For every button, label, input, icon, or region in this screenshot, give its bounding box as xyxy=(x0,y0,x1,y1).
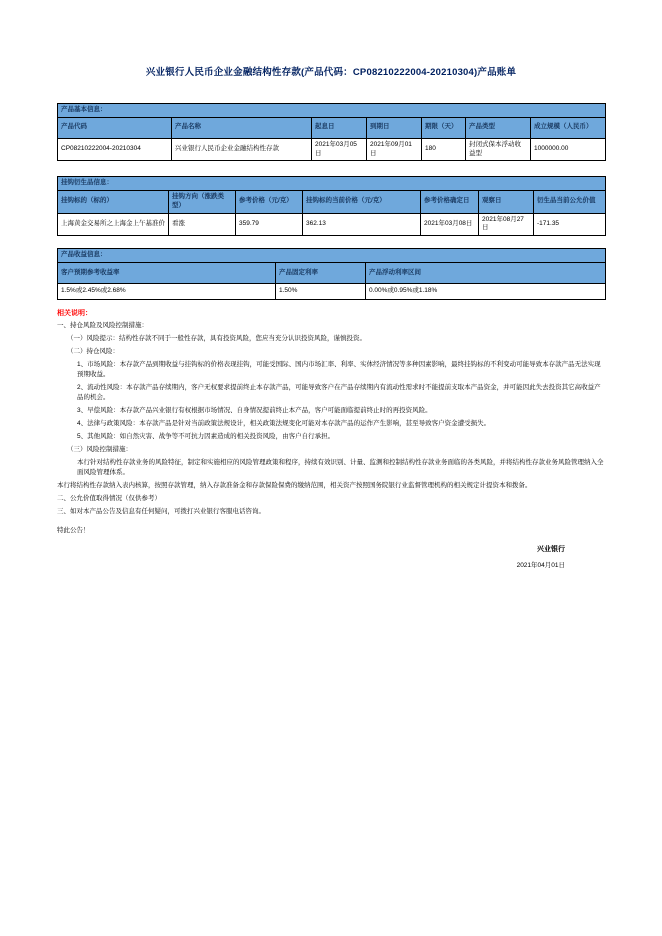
col-header-value-date: 起息日 xyxy=(312,117,367,138)
cell-observation-date: 2021年08月27日 xyxy=(479,213,534,236)
note-line: 1、市场风险：本存款产品到期收益与挂钩标的价格表现挂钩，可能受国际、国内市场汇率、利率、实体经济情况等多种因素影响，最终挂钩标的不利变动可能导致本存款产品无法实现预期收益。 xyxy=(77,360,601,378)
note-line: 二、公允价值取得情况（仅供参考） xyxy=(57,494,161,502)
note-line: 本行针对结构性存款业务的风险特征，制定和实施相应的风险管理政策和程序，持续有效识别、计量、监测和控制结构性存款业务面临的各类风险，并将结构性存款业务风险管理纳入全面风险管理体系。 xyxy=(77,458,604,476)
col-header-term-days: 期限（天） xyxy=(422,117,466,138)
note-line: 本行将结构性存款纳入表内核算，按照存款管理，纳入存款准备金和存款保险保费的缴纳范围，相关资产按照国务院银行业监督管理机构的相关规定计提资本和拨备。 xyxy=(57,481,532,489)
col-header-scale: 成立规模（人民币） xyxy=(531,117,606,138)
col-header-current-price: 挂钩标的当前价格（元/克） xyxy=(303,191,421,214)
cell-current-price: 362.13 xyxy=(303,213,421,236)
cell-fair-value: -171.35 xyxy=(534,213,606,236)
cell-floating-rate-range: 0.00%或0.95%或1.18% xyxy=(366,283,606,299)
note-line: 一、持仓风险及风险控制措施： xyxy=(57,321,148,329)
col-header-direction: 挂钩方向（涨跌类型） xyxy=(169,191,236,214)
col-header-fair-value: 衍生品当前公允价值 xyxy=(534,191,606,214)
signature-block xyxy=(57,544,605,569)
note-line: 4、法律与政策风险：本存款产品是针对当前政策法规设计，相关政策法规变化可能对本存款产品的运作产生影响，甚至导致客户资金遭受损失。 xyxy=(77,419,491,427)
col-header-reference-date: 参考价格确定日 xyxy=(421,191,479,214)
announcement-date: 2021年04月01日 xyxy=(516,561,565,569)
col-header-product-name: 产品名称 xyxy=(172,117,312,138)
derivative-info-table xyxy=(57,176,606,236)
col-header-product-type: 产品类型 xyxy=(466,117,531,138)
note-line: （二）持仓风险： xyxy=(67,347,119,355)
page-title: 兴业银行人民币企业金融结构性存款(产品代码：CP08210222004-20210304)产品账单 xyxy=(145,67,517,78)
cell-product-type: 封闭式保本浮动收益型 xyxy=(466,138,531,161)
note-line: （一）风险提示：结构性存款不同于一般性存款，具有投资风险，您应当充分认识投资风险，谨慎投资。 xyxy=(67,334,366,342)
income-info-table xyxy=(57,248,606,300)
cell-direction: 看涨 xyxy=(169,213,236,236)
col-header-reference-price: 参考价格（元/克） xyxy=(236,191,303,214)
col-header-fixed-rate: 产品固定利率 xyxy=(276,262,366,283)
cell-fixed-rate: 1.50% xyxy=(276,283,366,299)
basic-info-table xyxy=(57,103,606,161)
cell-reference-date: 2021年03月08日 xyxy=(421,213,479,236)
cell-underlying: 上海黄金交易所之上海金上午基准价 xyxy=(58,213,169,236)
income-info-section-title: 产品收益信息： xyxy=(58,249,606,263)
col-header-maturity-date: 到期日 xyxy=(367,117,422,138)
basic-info-data-row xyxy=(58,138,606,161)
document-content xyxy=(57,0,605,569)
cell-product-name: 兴业银行人民币企业金融结构性存款 xyxy=(172,138,312,161)
notes-label: 相关说明： xyxy=(57,309,92,317)
note-line: （三）风险控制措施： xyxy=(67,445,132,453)
cell-scale: 1000000.00 xyxy=(531,138,606,161)
basic-info-header-row xyxy=(58,117,606,138)
derivative-info-data-row xyxy=(58,213,606,236)
cell-product-code: CP08210222004-20210304 xyxy=(58,138,172,161)
income-info-header-row xyxy=(58,262,606,283)
note-line: 2、流动性风险：本存款产品存续期内，客户无权要求提前终止本存款产品，可能导致客户在产品存续期内有流动性需求时不能提前支取本产品资金，并可能因此失去投资其它高收益产品的机会。 xyxy=(77,383,601,401)
col-header-observation-date: 观察日 xyxy=(479,191,534,214)
basic-info-section-title: 产品基本信息： xyxy=(58,104,606,118)
cell-value-date: 2021年03月05日 xyxy=(312,138,367,161)
closing-statement: 特此公告！ xyxy=(57,526,90,534)
derivative-info-header-row xyxy=(58,191,606,214)
cell-term-days: 180 xyxy=(422,138,466,161)
col-header-product-code: 产品代码 xyxy=(58,117,172,138)
cell-expected-yield: 1.5%或2.45%或2.68% xyxy=(58,283,276,299)
notes-section xyxy=(57,308,605,517)
bank-name: 兴业银行 xyxy=(537,545,565,553)
cell-reference-price: 359.79 xyxy=(236,213,303,236)
basic-info-section-row xyxy=(58,104,606,118)
col-header-expected-yield: 客户预期参考收益率 xyxy=(58,262,276,283)
note-line: 三、如对本产品公告及信息有任何疑问，可拨打兴业银行客服电话咨询。 xyxy=(57,507,265,515)
col-header-floating-rate-range: 产品浮动利率区间 xyxy=(366,262,606,283)
note-line: 5、其他风险：如自然灾害、战争等不可抗力因素造成的相关投资风险，由客户自行承担。 xyxy=(77,432,335,440)
income-info-section-row xyxy=(58,249,606,263)
col-header-underlying: 挂钩标的（标的） xyxy=(58,191,169,214)
derivative-info-section-row xyxy=(58,177,606,191)
income-info-data-row xyxy=(58,283,606,299)
cell-maturity-date: 2021年09月01日 xyxy=(367,138,422,161)
note-line: 3、早偿风险：本存款产品兴业银行有权根据市场情况、自身情况提前终止本产品，客户可能面临提前终止时的再投资风险。 xyxy=(77,406,432,414)
derivative-info-section-title: 挂钩衍生品信息： xyxy=(58,177,606,191)
